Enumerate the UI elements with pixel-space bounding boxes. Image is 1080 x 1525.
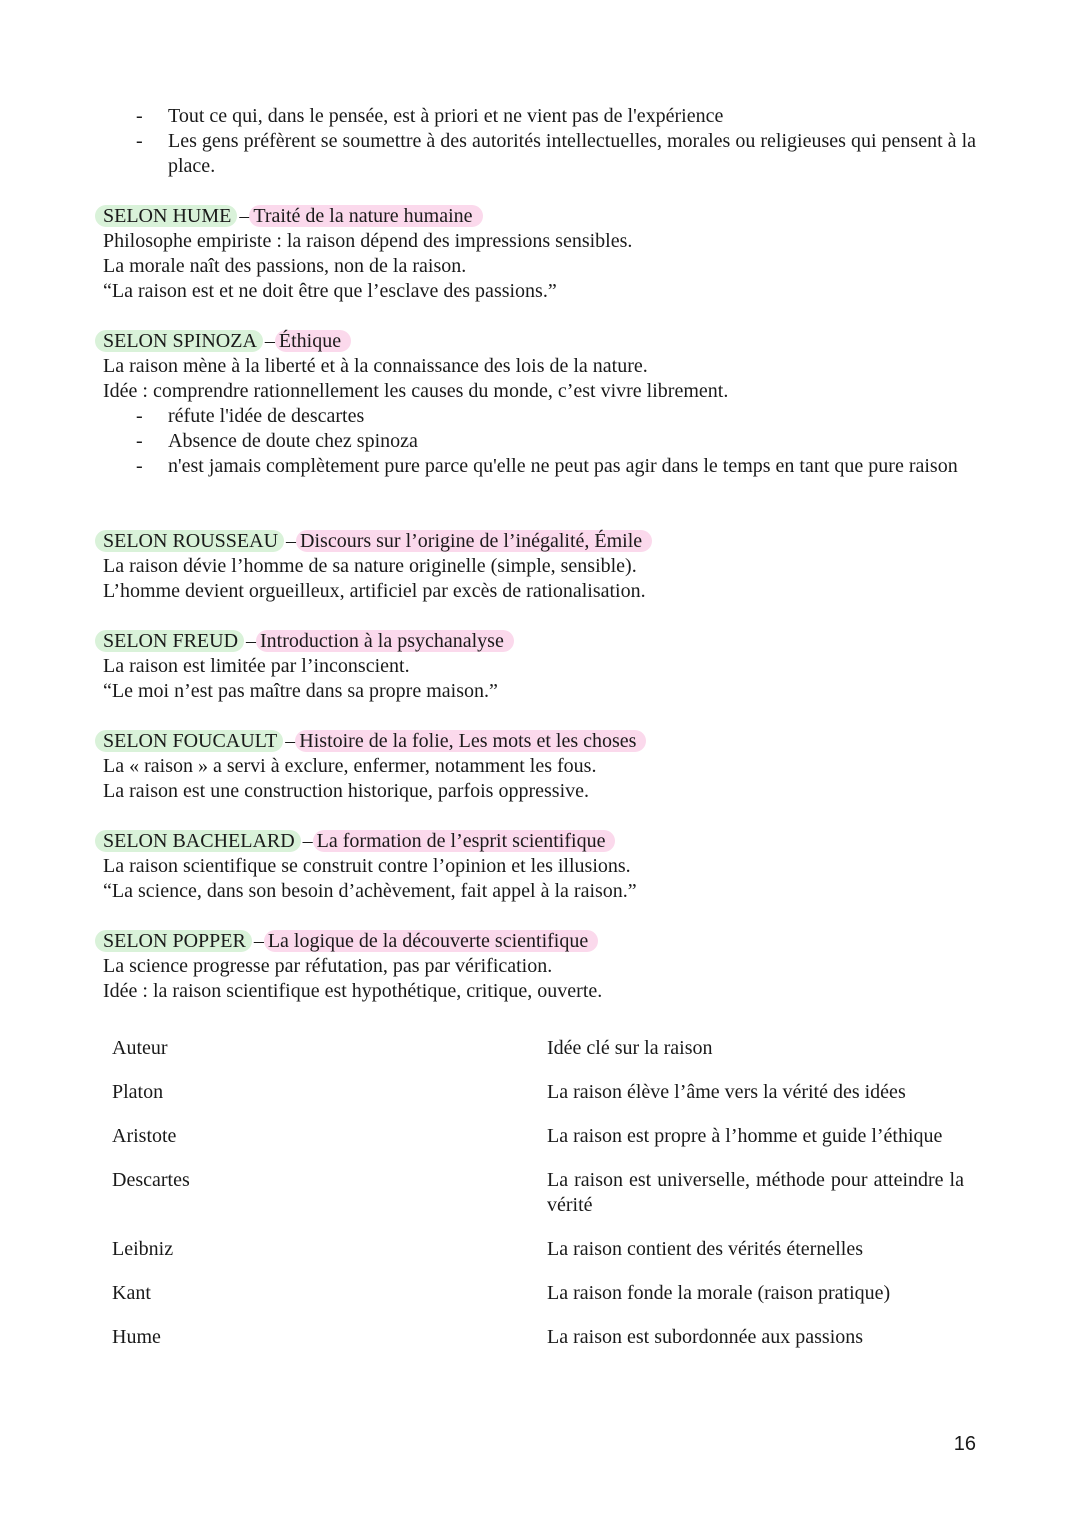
heading-separator: –	[302, 830, 313, 852]
table-cell-author: Platon	[112, 1081, 164, 1103]
list-item: - Tout ce qui, dans le pensée, est à priori et ne vient pas de l'expérience	[136, 105, 724, 127]
heading-separator: –	[253, 930, 264, 952]
section-heading	[103, 729, 983, 754]
section-line: “La science, dans son besoin d’achèvement, fait appel à la raison.”	[103, 880, 637, 902]
table-row	[112, 1080, 964, 1124]
table-cell-idea: La raison est subordonnée aux passions	[547, 1326, 864, 1348]
section-line: L’homme devient orgueilleux, artificiel par excès de rationalisation.	[103, 580, 646, 602]
table-row	[112, 1237, 964, 1281]
table-row	[112, 1325, 964, 1369]
table-cell-idea: La raison est propre à l’homme et guide l’éthique	[547, 1125, 943, 1147]
table-row	[112, 1124, 964, 1168]
author-name: SELON POPPER	[95, 930, 252, 952]
work-title: Traité de la nature humaine	[249, 205, 482, 227]
table-cell-idea: La raison contient des vérités éternelles	[547, 1238, 863, 1260]
bullet-dash: -	[136, 130, 143, 152]
section-line: Idée : comprendre rationnellement les causes du monde, c’est vivre librement.	[103, 380, 729, 402]
section-popper	[103, 929, 983, 1004]
table-cell-idea: La raison élève l’âme vers la vérité des idées	[547, 1081, 906, 1103]
section-heading	[103, 204, 983, 229]
work-title: Introduction à la psychanalyse	[256, 630, 514, 652]
table-cell-author: Hume	[112, 1326, 161, 1348]
list-item: - n'est jamais complètement pure parce qu'elle ne peut pas agir dans le temps en tant que pure raison	[136, 455, 958, 477]
bullet-dash: -	[136, 405, 143, 427]
section-heading	[103, 829, 983, 854]
table-cell-author: Leibniz	[112, 1238, 174, 1260]
heading-separator: –	[286, 530, 297, 552]
work-title: La logique de la découverte scientifique	[264, 930, 598, 952]
section-foucault	[103, 729, 983, 804]
author-name: SELON ROUSSEAU	[95, 530, 284, 552]
table-row	[112, 1281, 964, 1325]
section-heading	[103, 529, 983, 554]
author-name: SELON FREUD	[95, 630, 244, 652]
table-row	[112, 1168, 964, 1237]
author-name: SELON SPINOZA	[95, 330, 263, 352]
list-item: - réfute l'idée de descartes	[136, 405, 365, 427]
table-header-idea: Idée clé sur la raison	[547, 1037, 713, 1059]
summary-table	[112, 1036, 964, 1369]
table-cell-author: Kant	[112, 1282, 151, 1304]
author-name: SELON BACHELARD	[95, 830, 301, 852]
table-cell-author: Aristote	[112, 1125, 177, 1147]
section-line: La morale naît des passions, non de la raison.	[103, 255, 467, 277]
section-line: La raison est une construction historique, parfois oppressive.	[103, 780, 589, 802]
table-header-author: Auteur	[112, 1037, 168, 1059]
section-heading	[103, 629, 983, 654]
section-line: “La raison est et ne doit être que l’esclave des passions.”	[103, 280, 557, 302]
section-line: La « raison » a servi à exclure, enfermer, notamment les fous.	[103, 755, 597, 777]
section-freud	[103, 629, 983, 704]
work-title: La formation de l’esprit scientifique	[313, 830, 616, 852]
section-spinoza	[103, 329, 983, 479]
section-line: La raison dévie l’homme de sa nature originelle (simple, sensible).	[103, 555, 637, 577]
author-name: SELON HUME	[95, 205, 237, 227]
heading-separator: –	[264, 330, 275, 352]
section-rousseau	[103, 529, 983, 604]
section-line: La raison mène à la liberté et à la connaissance des lois de la nature.	[103, 355, 648, 377]
section-line: La raison scientifique se construit contre l’opinion et les illusions.	[103, 855, 631, 877]
section-line: “Le moi n’est pas maître dans sa propre maison.”	[103, 680, 498, 702]
table-cell-idea: La raison est universelle, méthode pour atteindre la vérité	[547, 1169, 964, 1216]
author-name: SELON FOUCAULT	[95, 730, 283, 752]
heading-separator: –	[239, 205, 250, 227]
section-line: La science progresse par réfutation, pas par vérification.	[103, 955, 553, 977]
section-bachelard	[103, 829, 983, 904]
section-line: Idée : la raison scientifique est hypothétique, critique, ouverte.	[103, 980, 603, 1002]
section-heading	[103, 329, 983, 354]
table-header-row	[112, 1036, 964, 1080]
bullet-dash: -	[136, 455, 143, 477]
work-title: Discours sur l’origine de l’inégalité, Émile	[296, 530, 652, 552]
section-line: La raison est limitée par l’inconscient.	[103, 655, 410, 677]
list-item: - Les gens préfèrent se soumettre à des autorités intellectuelles, morales ou religieuses qui pensent à la place.	[136, 130, 976, 177]
page-number: 16	[953, 1433, 976, 1455]
spinoza-bullet-list	[136, 404, 976, 479]
work-title: Histoire de la folie, Les mots et les choses	[295, 730, 646, 752]
heading-separator: –	[285, 730, 296, 752]
section-hume	[103, 204, 983, 304]
intro-bullet-list	[136, 104, 976, 179]
heading-separator: –	[246, 630, 257, 652]
work-title: Éthique	[275, 330, 351, 352]
section-line: Philosophe empiriste : la raison dépend des impressions sensibles.	[103, 230, 633, 252]
table-cell-author: Descartes	[112, 1169, 190, 1191]
bullet-dash: -	[136, 105, 143, 127]
table-cell-idea: La raison fonde la morale (raison pratique)	[547, 1282, 891, 1304]
section-heading	[103, 929, 983, 954]
list-item: - Absence de doute chez spinoza	[136, 430, 418, 452]
bullet-dash: -	[136, 430, 143, 452]
